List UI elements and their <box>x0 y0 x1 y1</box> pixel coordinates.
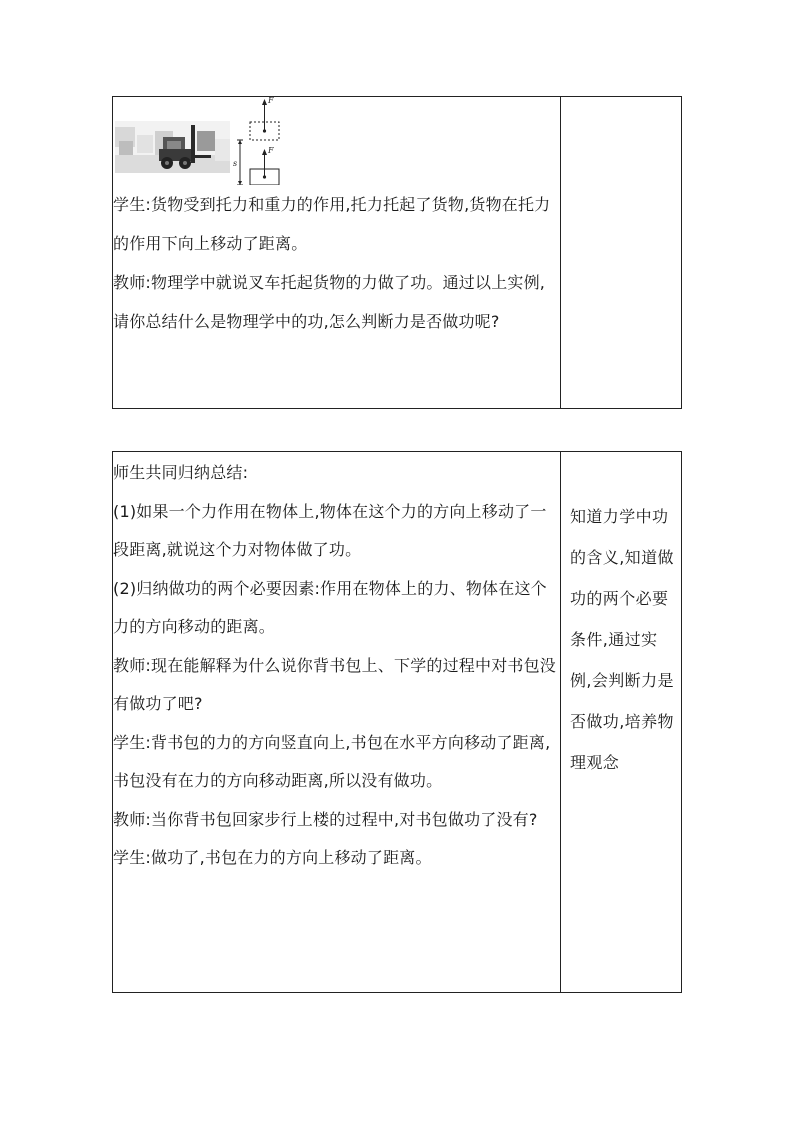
forklift-figure <box>115 93 415 185</box>
force-label-top: F <box>268 96 274 105</box>
force-distance-diagram <box>233 93 293 185</box>
summary-point-2: (2)归纳做功的两个必要因素:作用在物体上的力、物体在这个力的方向移动的距离。 <box>113 578 547 636</box>
teacher-question-backpack: 教师:现在能解释为什么说你背书包上、下学的过程中对书包没有做功了吧? <box>113 655 556 713</box>
table-2-side-cell <box>561 452 682 993</box>
student-answer-backpack: 学生:背书包的力的方向竖直向上,书包在水平方向移动了距离,书包没有在力的方向移动距离,所以没有做功。 <box>113 732 551 790</box>
summary-heading: 师生共同归纳总结: <box>113 463 249 482</box>
teacher-question-stairs: 教师:当你背书包回家步行上楼的过程中,对书包做功了没有? <box>113 809 538 829</box>
distance-label: s <box>233 159 238 168</box>
lesson-table-1 <box>112 96 682 409</box>
teacher-question: 教师:物理学中就说叉车托起货物的力做了功。通过以上实例,请你总结什么是物理学中的功,怎么判断力是否做功呢? <box>113 273 546 331</box>
summary-point-1: (1)如果一个力作用在物体上,物体在这个力的方向上移动了一段距离,就说这个力对物体做了功。 <box>113 501 547 559</box>
table-1-side-note <box>561 97 681 141</box>
forklift-photo <box>115 121 230 173</box>
force-label-bottom: F <box>268 146 274 155</box>
learning-objective-note: 知道力学中功的含义,知道做功的两个必要条件,通过实例,会判断力是否做功,培养物理观念 <box>570 507 674 772</box>
student-answer: 学生:货物受到托力和重力的作用,托力托起了货物,货物在托力的作用下向上移动了距离。 <box>113 195 551 253</box>
table-1-side-cell <box>561 97 682 409</box>
lesson-table-2 <box>112 451 682 993</box>
student-answer-stairs: 学生:做功了,书包在力的方向上移动了距离。 <box>113 848 432 867</box>
table-2-main-cell <box>113 452 561 993</box>
table-1-main-cell <box>113 97 561 409</box>
